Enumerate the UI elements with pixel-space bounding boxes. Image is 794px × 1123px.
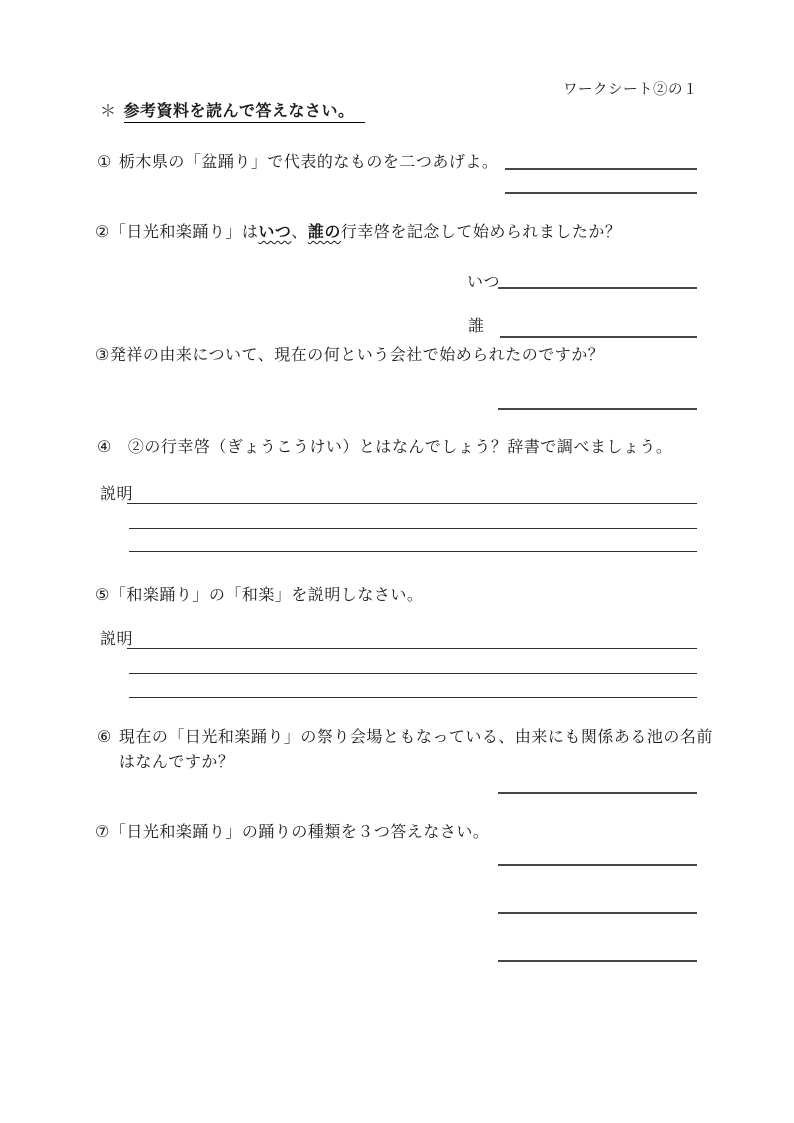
answer-line-q4-3 — [129, 551, 697, 552]
question-5 — [95, 586, 423, 605]
answer-line-who — [500, 336, 697, 338]
question-5-text: 「和楽踊り」の「和楽」を説明しなさい。 — [109, 587, 424, 604]
question-6-text-line1: 現在の「日光和楽踊り」の祭り会場ともなっている、由来にも関係ある池の名前 — [118, 729, 713, 746]
question-1-number: ① — [97, 154, 112, 171]
answer-label-q5: 説明 — [100, 631, 134, 648]
answer-line-q4-1 — [127, 503, 697, 504]
answer-line-q1-1 — [505, 168, 697, 170]
question-6-number: ⑥ — [97, 729, 112, 746]
question-2 — [95, 223, 621, 242]
instruction — [100, 102, 365, 121]
answer-line-when — [498, 287, 697, 289]
answer-label-who: 誰 — [468, 318, 485, 335]
question-3-text: 発祥の由来について、現在の何という会社で始められたのですか？ — [109, 347, 605, 364]
answer-line-q5-3 — [129, 697, 697, 698]
instruction-text: 参考資料を読んで答えなさい。 — [124, 103, 365, 123]
answer-line-q6 — [498, 792, 697, 794]
question-5-number: ⑤ — [95, 587, 110, 604]
page-header-label: ワークシート②の１ — [563, 82, 698, 98]
answer-line-q1-2 — [505, 192, 697, 194]
question-2-text-pre: 「日光和楽踊り」は — [109, 224, 259, 241]
answer-line-q7-3 — [498, 960, 697, 962]
question-6 — [97, 728, 713, 772]
question-3-number: ③ — [95, 347, 110, 364]
question-2-comma: 、 — [291, 224, 308, 241]
question-3 — [95, 346, 604, 365]
question-7 — [95, 823, 489, 842]
question-2-when-word: いつ — [258, 224, 292, 241]
answer-line-q5-2 — [129, 673, 697, 674]
question-6-text-line2: はなんですか？ — [118, 754, 235, 771]
instruction-marker: ＊ — [100, 103, 117, 120]
question-4-text: ②の行幸啓（ぎょうこうけい）とはなんでしょう？辞書で調べましょう。 — [127, 439, 673, 456]
answer-line-q5-1 — [127, 648, 697, 649]
question-4 — [97, 438, 672, 457]
question-4-number: ④ — [97, 439, 112, 456]
answer-label-when: いつ — [467, 274, 501, 291]
answer-label-q4: 説明 — [100, 486, 134, 503]
answer-line-q3 — [498, 408, 697, 410]
question-2-number: ② — [95, 224, 110, 241]
question-2-text-post: 行幸啓を記念して始められましたか？ — [340, 224, 622, 241]
answer-line-q4-2 — [129, 528, 697, 529]
question-2-who-word: 誰の — [307, 224, 341, 241]
answer-line-q7-1 — [498, 864, 697, 866]
answer-line-q7-2 — [498, 912, 697, 914]
question-1-text: 栃木県の「盆踊り」で代表的なものを二つあげよ。 — [118, 154, 499, 171]
question-1 — [97, 153, 498, 172]
question-7-number: ⑦ — [95, 824, 110, 841]
question-7-text: 「日光和楽踊り」の踊りの種類を３つ答えなさい。 — [109, 824, 490, 841]
